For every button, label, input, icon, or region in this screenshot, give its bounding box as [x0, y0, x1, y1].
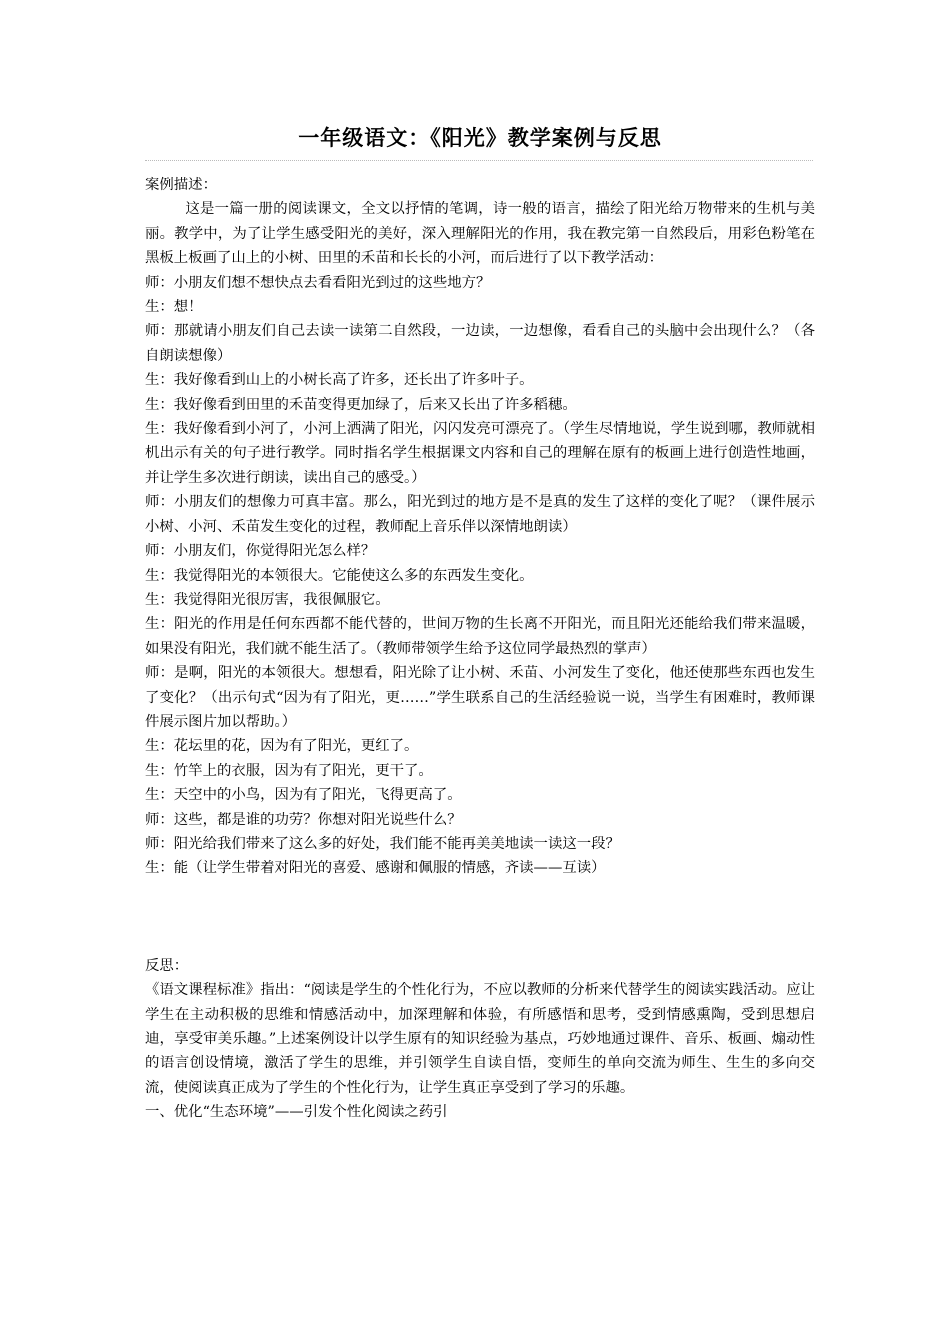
dialogue-line: 生：我好像看到山上的小树长高了许多，还长出了许多叶子。	[145, 372, 534, 389]
dialogue-line: 生：我好像看到小河了，小河上洒满了阳光，闪闪发亮可漂亮了。（学生尽情地说，学生说到哪，教师就相机出示有关的句子进行教学。同时指名学生根据课文内容和自己的理解在原有的板画上进行创造性地画，并让学生多次进行朗读，读出自己的感受。）	[145, 421, 815, 486]
dialogue-line: 生：竹竿上的衣服，因为有了阳光，更干了。	[145, 762, 433, 779]
dialogue-line: 师：是啊，阳光的本领很大。想想看，阳光除了让小树、禾苗、小河发生了变化，他还使那些东西也发生了变化？（出示句式“因为有了阳光，更……”学生联系自己的生活经验说一说，当学生有困难时，教师课件展示图片加以帮助。）	[145, 665, 815, 730]
dialogue-line: 师：这些，都是谁的功劳？你想对阳光说些什么？	[145, 811, 462, 828]
dialogue-line: 师：小朋友们想不想快点去看看阳光到过的这些地方？	[145, 274, 491, 291]
document-title: 一年级语文：《阳光》教学案例与反思	[298, 125, 662, 150]
reflection-paragraph: 《语文课程标准》指出：“阅读是学生的个性化行为，不应以教师的分析来代替学生的阅读实践活动。应让学生在主动积极的思维和情感活动中，加深理解和体验，有所感悟和思考，受到情感熏陶，受到思想启迪，享受审美乐趣。”上述案例设计以学生原有的知识经验为基点，巧妙地通过课件、音乐、板画、煽动性的语言创设情境，激活了学生的思维，并引领学生自读自悟，变师生的单向交流为师生、生生的多向交流，使阅读真正成为了学生的个性化行为，让学生真正享受到了学习的乐趣。	[145, 982, 815, 1096]
intro-paragraph: 这是一篇一册的阅读课文，全文以抒情的笔调，诗一般的语言，描绘了阳光给万物带来的生机与美丽。教学中，为了让学生感受阳光的美好，深入理解阳光的作用，我在教完第一自然段后，用彩色粉笔在黑板上板画了山上的小树、田里的禾苗和长长的小河，而后进行了以下教学活动：	[145, 201, 815, 267]
dialogue-line: 生：花坛里的花，因为有了阳光，更红了。	[145, 738, 419, 755]
dialogue-line: 生：我好像看到田里的禾苗变得更加绿了，后来又长出了许多稻穗。	[145, 396, 577, 413]
section-spacer	[145, 881, 815, 954]
section-heading: 一、优化“生态环境”——引发个性化阅读之药引	[145, 1104, 448, 1121]
dialogue-line: 生：想！	[145, 299, 203, 316]
dialogue-line: 师：阳光给我们带来了这么多的好处，我们能不能再美美地读一读这一段？	[145, 835, 620, 852]
dialogue-line: 生：阳光的作用是任何东西都不能代替的，世间万物的生长离不开阳光，而且阳光还能给我们带来温暖，如果没有阳光，我们就不能生活了。（教师带领学生给予这位同学最热烈的掌声）	[145, 616, 815, 657]
dialogue-line: 生：我觉得阳光很厉害，我很佩服它。	[145, 591, 390, 608]
dialogue-line: 师：小朋友们，你觉得阳光怎么样？	[145, 543, 376, 560]
document-body	[145, 173, 815, 1125]
reflection-heading: 反思：	[145, 957, 189, 974]
dialogue-line: 生：能（让学生带着对阳光的喜爱、感谢和佩服的情感，齐读——互读）	[145, 860, 606, 877]
dialogue-line: 师：小朋友们的想像力可真丰富。那么，阳光到过的地方是不是真的发生了这样的变化了呢？（课件展示小树、小河、禾苗发生变化的过程，教师配上音乐伴以深情地朗读）	[145, 494, 815, 535]
dialogue-line: 生：我觉得阳光的本领很大。它能使这么多的东西发生变化。	[145, 567, 534, 584]
dialogue-line: 生：天空中的小鸟，因为有了阳光，飞得更高了。	[145, 787, 462, 804]
case-heading: 案例描述：	[145, 177, 217, 193]
dialogue-line: 师：那就请小朋友们自己去读一读第二自然段，一边读，一边想像，看看自己的头脑中会出现什么？（各自朗读想像）	[145, 323, 815, 364]
title-divider	[145, 160, 813, 161]
